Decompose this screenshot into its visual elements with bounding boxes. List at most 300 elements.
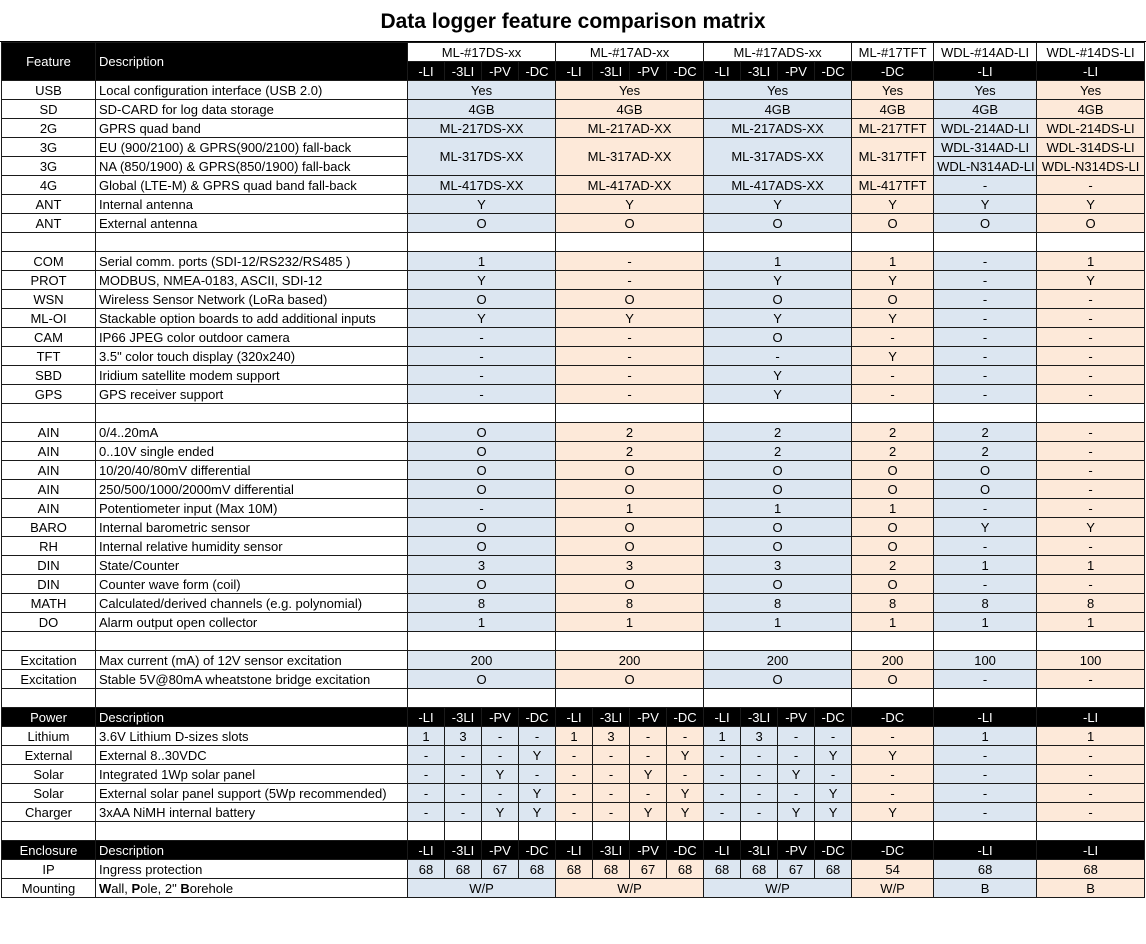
value-cell <box>852 404 934 423</box>
value-cell <box>934 689 1037 708</box>
value-cell: O <box>852 537 934 556</box>
feature-cell: Mounting <box>2 879 96 898</box>
value-cell: - <box>1037 575 1145 594</box>
value-cell: Y <box>852 271 934 290</box>
value-cell: 68 <box>408 860 445 879</box>
value-cell: 2 <box>556 442 704 461</box>
value-cell: - <box>934 176 1037 195</box>
value-cell: 67 <box>778 860 815 879</box>
value-cell: 8 <box>934 594 1037 613</box>
description-cell: NA (850/1900) & GPRS(850/1900) fall-back <box>96 157 408 176</box>
value-cell: - <box>778 727 815 746</box>
value-cell: - <box>445 746 482 765</box>
value-cell: - <box>934 499 1037 518</box>
value-cell: - <box>593 765 630 784</box>
value-cell: - <box>556 366 704 385</box>
header-suffix: -DC <box>667 841 704 860</box>
value-cell: Y <box>482 765 519 784</box>
value-cell <box>704 632 852 651</box>
value-cell <box>704 822 741 841</box>
value-cell: - <box>1037 385 1145 404</box>
value-cell: O <box>704 480 852 499</box>
value-cell: 3 <box>704 556 852 575</box>
header-group: WDL-#14DS-LI <box>1037 43 1145 62</box>
value-cell: 2 <box>934 423 1037 442</box>
value-cell: Y <box>778 765 815 784</box>
value-cell: Yes <box>556 81 704 100</box>
value-cell: Yes <box>934 81 1037 100</box>
feature-cell <box>2 404 96 423</box>
value-cell: Y <box>852 309 934 328</box>
value-cell: O <box>934 461 1037 480</box>
value-cell: - <box>934 765 1037 784</box>
value-cell: Y <box>556 195 704 214</box>
value-cell: O <box>408 480 556 499</box>
value-cell: Y <box>630 765 667 784</box>
enclosure-header: Enclosure <box>2 841 96 860</box>
value-cell: 1 <box>704 727 741 746</box>
header-suffix: -LI <box>704 841 741 860</box>
header-suffix: -LI <box>704 62 741 81</box>
value-cell: - <box>556 784 593 803</box>
value-cell: Y <box>667 746 704 765</box>
feature-cell: GPS <box>2 385 96 404</box>
value-cell: 8 <box>852 594 934 613</box>
value-cell: - <box>934 803 1037 822</box>
value-cell: - <box>630 727 667 746</box>
value-cell: - <box>1037 423 1145 442</box>
value-cell: Yes <box>704 81 852 100</box>
value-cell: 1 <box>556 727 593 746</box>
description-cell: Local configuration interface (USB 2.0) <box>96 81 408 100</box>
value-cell: 1 <box>1037 613 1145 632</box>
description-cell: 0..10V single ended <box>96 442 408 461</box>
description-cell <box>96 822 408 841</box>
table-row <box>2 423 1145 442</box>
value-cell: Y <box>704 366 852 385</box>
header-suffix: -3LI <box>593 62 630 81</box>
value-cell <box>1037 632 1145 651</box>
value-cell <box>934 822 1037 841</box>
value-cell: ML-417AD-XX <box>556 176 704 195</box>
value-cell: O <box>556 575 704 594</box>
header-suffix: -3LI <box>741 62 778 81</box>
header-suffix: -3LI <box>445 708 482 727</box>
table-row <box>2 670 1145 689</box>
value-cell: 68 <box>667 860 704 879</box>
feature-cell: BARO <box>2 518 96 537</box>
feature-cell: Solar <box>2 765 96 784</box>
value-cell: - <box>519 765 556 784</box>
value-cell: Y <box>815 746 852 765</box>
header-suffix: -PV <box>778 841 815 860</box>
value-cell: W/P <box>408 879 556 898</box>
value-cell: 1 <box>852 499 934 518</box>
description-cell: Global (LTE-M) & GPRS quad band fall-back <box>96 176 408 195</box>
header-suffix: -3LI <box>593 841 630 860</box>
value-cell: ML-317AD-XX <box>556 138 704 176</box>
value-cell: O <box>556 518 704 537</box>
enclosure-description-header: Description <box>96 841 408 860</box>
value-cell: - <box>1037 803 1145 822</box>
description-cell <box>96 632 408 651</box>
value-cell: Y <box>630 803 667 822</box>
value-cell: - <box>556 803 593 822</box>
description-cell: Ingress protection <box>96 860 408 879</box>
table-row <box>2 119 1145 138</box>
value-cell: O <box>556 214 704 233</box>
value-cell <box>556 632 704 651</box>
value-cell: 2 <box>852 442 934 461</box>
description-cell <box>96 404 408 423</box>
value-cell: - <box>778 784 815 803</box>
value-cell <box>1037 404 1145 423</box>
value-cell: O <box>704 461 852 480</box>
value-cell: O <box>704 290 852 309</box>
value-cell: O <box>852 575 934 594</box>
table-row <box>2 784 1145 803</box>
header-suffix: -DC <box>667 62 704 81</box>
value-cell: - <box>556 385 704 404</box>
value-cell: 1 <box>1037 727 1145 746</box>
header-suffix: -LI <box>704 708 741 727</box>
value-cell: O <box>556 480 704 499</box>
value-cell: - <box>704 803 741 822</box>
table-row <box>2 214 1145 233</box>
table-row <box>2 81 1145 100</box>
spacer-row <box>2 404 1145 423</box>
value-cell: Y <box>556 309 704 328</box>
feature-cell: PROT <box>2 271 96 290</box>
spacer-row <box>2 822 1145 841</box>
value-cell <box>556 233 704 252</box>
header-suffix: -LI <box>408 841 445 860</box>
value-cell <box>408 689 556 708</box>
description-cell: GPS receiver support <box>96 385 408 404</box>
value-cell: O <box>556 290 704 309</box>
header-suffix: -LI <box>1037 708 1145 727</box>
value-cell: 2 <box>704 442 852 461</box>
value-cell: Y <box>934 195 1037 214</box>
table-row <box>2 176 1145 195</box>
feature-cell: 4G <box>2 176 96 195</box>
value-cell: O <box>704 575 852 594</box>
value-cell: 68 <box>593 860 630 879</box>
value-cell: Y <box>408 309 556 328</box>
value-cell: - <box>630 746 667 765</box>
header-suffix: -PV <box>630 708 667 727</box>
value-cell: Y <box>482 803 519 822</box>
feature-cell: 3G <box>2 138 96 157</box>
value-cell: 4GB <box>408 100 556 119</box>
value-cell: - <box>1037 461 1145 480</box>
value-cell: - <box>1037 746 1145 765</box>
value-cell: O <box>704 518 852 537</box>
value-cell: O <box>934 480 1037 499</box>
value-cell <box>445 822 482 841</box>
value-cell: 4GB <box>704 100 852 119</box>
value-cell: 1 <box>556 499 704 518</box>
value-cell: B <box>934 879 1037 898</box>
header-suffix: -3LI <box>445 841 482 860</box>
value-cell: 68 <box>519 860 556 879</box>
table-row <box>2 765 1145 784</box>
header-suffix: -PV <box>630 62 667 81</box>
value-cell: - <box>934 575 1037 594</box>
description-cell: 10/20/40/80mV differential <box>96 461 408 480</box>
value-cell: - <box>934 670 1037 689</box>
value-cell: - <box>852 385 934 404</box>
value-cell: O <box>852 518 934 537</box>
description-cell <box>96 689 408 708</box>
header-description: Description <box>96 43 408 81</box>
value-cell: O <box>408 214 556 233</box>
value-cell: - <box>408 385 556 404</box>
value-cell: Y <box>519 746 556 765</box>
feature-cell <box>2 233 96 252</box>
value-cell: O <box>408 442 556 461</box>
value-cell: Y <box>852 347 934 366</box>
value-cell: O <box>408 670 556 689</box>
table-row <box>2 803 1145 822</box>
description-cell: External antenna <box>96 214 408 233</box>
value-cell: ML-317TFT <box>852 138 934 176</box>
value-cell: - <box>1037 784 1145 803</box>
value-cell: Y <box>704 271 852 290</box>
description-cell: EU (900/2100) & GPRS(900/2100) fall-back <box>96 138 408 157</box>
header-suffix: -PV <box>482 708 519 727</box>
value-cell: ML-417TFT <box>852 176 934 195</box>
value-cell: O <box>852 214 934 233</box>
value-cell: - <box>1037 328 1145 347</box>
value-cell: ML-417ADS-XX <box>704 176 852 195</box>
value-cell: ML-317ADS-XX <box>704 138 852 176</box>
table-row <box>2 556 1145 575</box>
header-suffix: -DC <box>815 841 852 860</box>
value-cell: 2 <box>934 442 1037 461</box>
value-cell: - <box>704 784 741 803</box>
description-cell: Integrated 1Wp solar panel <box>96 765 408 784</box>
header-suffix: -LI <box>1037 62 1145 81</box>
spacer-row <box>2 632 1145 651</box>
header-suffix: -LI <box>934 62 1037 81</box>
header-suffix: -PV <box>482 841 519 860</box>
feature-cell: 3G <box>2 157 96 176</box>
table-row <box>2 252 1145 271</box>
description-cell: Stackable option boards to add additional inputs <box>96 309 408 328</box>
value-cell: 1 <box>556 613 704 632</box>
value-cell: WDL-314AD-LI <box>934 138 1037 157</box>
table-row <box>2 347 1145 366</box>
value-cell: Y <box>667 784 704 803</box>
value-cell <box>408 632 556 651</box>
value-cell: - <box>445 765 482 784</box>
value-cell: - <box>593 803 630 822</box>
header-suffix: -LI <box>556 708 593 727</box>
value-cell: - <box>934 252 1037 271</box>
value-cell: - <box>741 765 778 784</box>
value-cell: - <box>934 347 1037 366</box>
value-cell: O <box>408 518 556 537</box>
value-cell: - <box>815 727 852 746</box>
value-cell: - <box>445 784 482 803</box>
page-title: Data logger feature comparison matrix <box>0 0 1146 42</box>
description-cell: 3.6V Lithium D-sizes slots <box>96 727 408 746</box>
value-cell <box>704 689 852 708</box>
value-cell: - <box>704 347 852 366</box>
feature-cell: IP <box>2 860 96 879</box>
feature-cell: Lithium <box>2 727 96 746</box>
value-cell: O <box>556 461 704 480</box>
header-suffix: -PV <box>778 62 815 81</box>
value-cell: 1 <box>934 727 1037 746</box>
header-suffix: -LI <box>934 841 1037 860</box>
value-cell <box>556 689 704 708</box>
value-cell: ML-217ADS-XX <box>704 119 852 138</box>
value-cell: 1 <box>704 499 852 518</box>
value-cell: B <box>1037 879 1145 898</box>
value-cell: - <box>852 784 934 803</box>
header-suffix: -DC <box>852 841 934 860</box>
value-cell: WDL-N314AD-LI <box>934 157 1037 176</box>
value-cell: 8 <box>1037 594 1145 613</box>
header-suffix: -3LI <box>593 708 630 727</box>
table-row <box>2 537 1145 556</box>
header-suffix: -3LI <box>445 62 482 81</box>
value-cell <box>704 404 852 423</box>
value-cell: Y <box>704 309 852 328</box>
value-cell: WDL-N314DS-LI <box>1037 157 1145 176</box>
value-cell: 3 <box>408 556 556 575</box>
value-cell <box>556 822 593 841</box>
value-cell: 100 <box>1037 651 1145 670</box>
value-cell: - <box>556 746 593 765</box>
value-cell: 1 <box>704 613 852 632</box>
feature-cell: AIN <box>2 442 96 461</box>
value-cell: Yes <box>852 81 934 100</box>
header-suffix: -LI <box>934 708 1037 727</box>
value-cell: - <box>852 366 934 385</box>
value-cell <box>630 822 667 841</box>
value-cell: - <box>704 746 741 765</box>
table-row <box>2 195 1145 214</box>
value-cell: 68 <box>445 860 482 879</box>
comparison-table <box>1 42 1145 898</box>
value-cell: - <box>934 746 1037 765</box>
value-cell: - <box>556 252 704 271</box>
value-cell: - <box>445 803 482 822</box>
feature-cell: MATH <box>2 594 96 613</box>
value-cell <box>408 822 445 841</box>
power-description-header: Description <box>96 708 408 727</box>
value-cell <box>408 404 556 423</box>
value-cell: 200 <box>556 651 704 670</box>
table-row <box>2 746 1145 765</box>
feature-cell: DO <box>2 613 96 632</box>
feature-cell: AIN <box>2 499 96 518</box>
feature-cell: RH <box>2 537 96 556</box>
value-cell: Y <box>667 803 704 822</box>
value-cell: O <box>704 670 852 689</box>
header-suffix: -DC <box>815 708 852 727</box>
description-cell: IP66 JPEG color outdoor camera <box>96 328 408 347</box>
value-cell: W/P <box>852 879 934 898</box>
value-cell: - <box>1037 309 1145 328</box>
value-cell: O <box>556 537 704 556</box>
header-suffix: -3LI <box>741 708 778 727</box>
description-cell: 0/4..20mA <box>96 423 408 442</box>
header-suffix: -DC <box>519 62 556 81</box>
value-cell: 68 <box>741 860 778 879</box>
value-cell: Yes <box>408 81 556 100</box>
value-cell: - <box>482 727 519 746</box>
value-cell: WDL-314DS-LI <box>1037 138 1145 157</box>
description-cell: Internal barometric sensor <box>96 518 408 537</box>
feature-cell: DIN <box>2 556 96 575</box>
value-cell: O <box>934 214 1037 233</box>
value-cell <box>1037 233 1145 252</box>
value-cell: 68 <box>815 860 852 879</box>
value-cell: - <box>934 328 1037 347</box>
value-cell: Yes <box>1037 81 1145 100</box>
header-suffix: -LI <box>408 62 445 81</box>
value-cell: - <box>934 309 1037 328</box>
description-cell: Calculated/derived channels (e.g. polynomial) <box>96 594 408 613</box>
feature-cell: WSN <box>2 290 96 309</box>
value-cell: 2 <box>852 423 934 442</box>
value-cell <box>593 822 630 841</box>
header-group: ML-#17DS-xx <box>408 43 556 62</box>
description-cell: Stable 5V@80mA wheatstone bridge excitation <box>96 670 408 689</box>
value-cell: Y <box>778 803 815 822</box>
description-cell: Internal relative humidity sensor <box>96 537 408 556</box>
description-cell: SD-CARD for log data storage <box>96 100 408 119</box>
value-cell: WDL-214DS-LI <box>1037 119 1145 138</box>
table-row <box>2 613 1145 632</box>
description-cell: 3xAA NiMH internal battery <box>96 803 408 822</box>
description-cell: MODBUS, NMEA-0183, ASCII, SDI-12 <box>96 271 408 290</box>
feature-cell: USB <box>2 81 96 100</box>
value-cell: Y <box>1037 518 1145 537</box>
value-cell: ML-217TFT <box>852 119 934 138</box>
value-cell: 1 <box>934 613 1037 632</box>
description-cell: Alarm output open collector <box>96 613 408 632</box>
value-cell: 4GB <box>556 100 704 119</box>
header-suffix: -PV <box>778 708 815 727</box>
feature-cell: Excitation <box>2 651 96 670</box>
value-cell: Y <box>1037 271 1145 290</box>
value-cell <box>934 404 1037 423</box>
table-row <box>2 309 1145 328</box>
feature-cell: SBD <box>2 366 96 385</box>
value-cell: O <box>1037 214 1145 233</box>
value-cell: - <box>1037 442 1145 461</box>
value-cell: - <box>934 290 1037 309</box>
value-cell: 3 <box>741 727 778 746</box>
value-cell: Y <box>815 803 852 822</box>
header-suffix: -LI <box>1037 841 1145 860</box>
value-cell: 1 <box>852 252 934 271</box>
value-cell: - <box>593 784 630 803</box>
table-row <box>2 518 1145 537</box>
value-cell: - <box>934 366 1037 385</box>
value-cell: 200 <box>704 651 852 670</box>
value-cell: - <box>556 271 704 290</box>
value-cell: 100 <box>934 651 1037 670</box>
value-cell: ML-417DS-XX <box>408 176 556 195</box>
value-cell: - <box>852 727 934 746</box>
table-row <box>2 290 1145 309</box>
